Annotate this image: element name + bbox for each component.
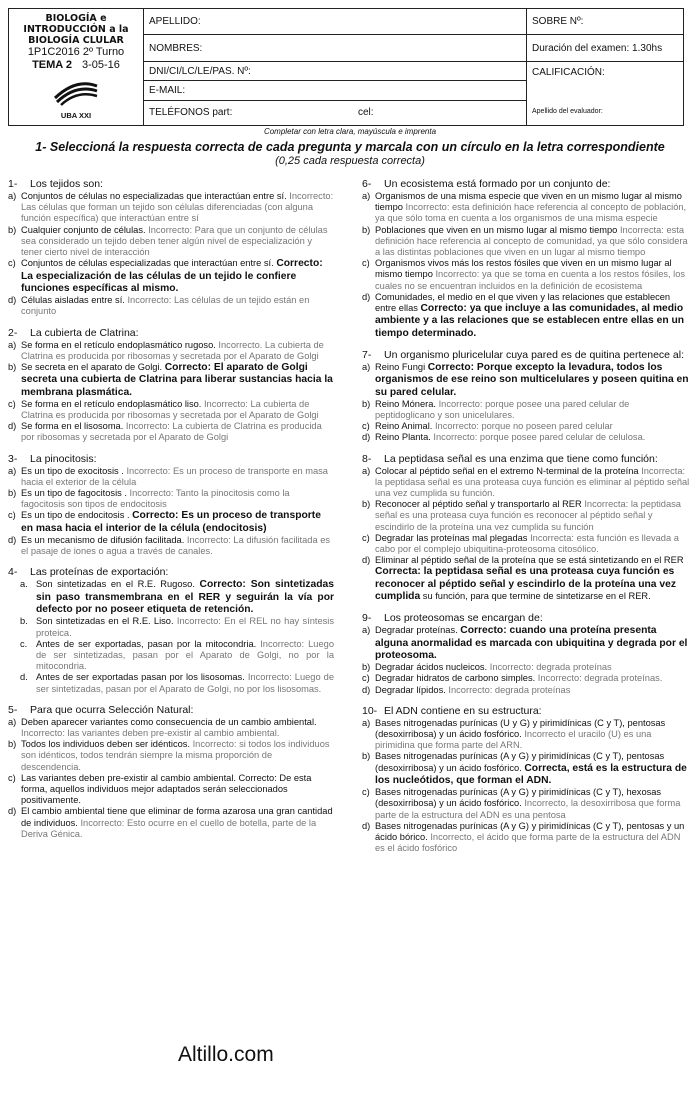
option-letter[interactable]: b.	[20, 616, 28, 627]
feedback-incorrect: Incorrecta: la peptidasa señal es una proteasa cuya función es eliminar al péptido señal una vez cumplida su función.	[375, 465, 690, 499]
option-statement: Bases nitrogenadas purínicas (A y G) y pirimidínicas (C y T), pentosas y un ácido bórico.	[375, 820, 685, 843]
option-statement: Deben aparecer variantes como consecuencia de un cambio ambiental.	[21, 716, 317, 727]
option-letter[interactable]: a)	[8, 339, 17, 350]
option-statement: Degradar hidratos de carbono simples.	[375, 673, 536, 684]
option-letter[interactable]: d)	[8, 421, 17, 432]
feedback-incorrect: Incorrecto: esta definición hace referencia al concepto de población, ya que sólo toma en cuenta a los organismos de una misma especie	[375, 202, 687, 224]
question-text: La peptidasa señal es una enzima que tiene como función:	[384, 452, 658, 465]
option-text	[375, 466, 690, 500]
option-statement: Reconocer al péptido señal y transportarlo al RER	[375, 499, 582, 510]
option-text	[21, 421, 334, 443]
option-text	[375, 292, 690, 340]
answer-option[interactable]	[8, 717, 334, 739]
question-3	[8, 453, 334, 558]
feedback-incorrect: Incorrecto: porque no poseen pared celular	[434, 421, 613, 432]
feedback-incorrect: Incorrecto: degrada proteínas	[448, 684, 571, 695]
option-text	[375, 751, 690, 787]
option-letter[interactable]: a)	[362, 625, 371, 636]
answer-option[interactable]	[362, 432, 690, 443]
option-statement: Son sintetizadas en el R.E. Rugoso.	[36, 579, 195, 590]
question-number: 2-	[8, 326, 18, 339]
option-text	[21, 488, 334, 510]
telefonos-label: TELÉFONOS part:	[149, 107, 233, 118]
answer-option[interactable]	[8, 773, 334, 807]
option-text	[21, 340, 334, 362]
option-letter[interactable]: b)	[362, 751, 371, 762]
option-text	[21, 191, 334, 225]
answer-option[interactable]	[8, 466, 334, 488]
answer-option[interactable]	[8, 488, 334, 510]
option-statement: Se forma en el retículo endoplasmático rugoso.	[21, 339, 216, 350]
feedback-incorrect: Incorrecto: Las células que forman un tejido son células diferenciadas (con alguna función específica) que interactúan entre sí	[21, 191, 334, 224]
feedback-incorrect: Incorrecto: Luego de ser sintetizadas, pasan por el Aparato de Golgi, no por la mitocondria.	[36, 638, 334, 672]
option-text	[375, 787, 690, 821]
option-letter[interactable]: a)	[8, 716, 17, 727]
question-text: El ADN contiene en su estructura:	[384, 704, 542, 717]
option-statement: Conjuntos de células especializadas que interactúan entre sí.	[21, 258, 274, 269]
feedback-incorrect: Incorrecta: esta función es llevada a cabo por el complejo ubiquitina-proteosoma citosólico.	[375, 532, 679, 555]
feedback-incorrect: Incorrecto: La cubierta de Clatrina es producida por ribosomas y secretada por el Aparato de Golgi	[21, 398, 319, 421]
question-text: Las proteínas de exportación:	[30, 566, 169, 579]
option-letter[interactable]: a)	[362, 717, 371, 728]
tema-label: TEMA 2	[32, 59, 72, 71]
question-stem	[8, 566, 334, 579]
option-text	[375, 673, 690, 684]
answer-option[interactable]	[8, 535, 334, 557]
answer-option[interactable]	[362, 787, 690, 821]
answer-option[interactable]	[362, 685, 690, 696]
feedback-incorrect: Incorrecta: la peptidasa señal es una proteasa cuya función es reconocer al péptido señal y escindirlo de la proteína una vez cumplida su función	[375, 499, 681, 532]
option-letter[interactable]: c)	[8, 772, 16, 783]
question-stem	[8, 327, 334, 340]
feedback-correct: Correcto: El aparato de Golgi secreta una cubierta de Clatrina para liberar sustancias hacia la membrana plasmática.	[21, 361, 333, 398]
option-letter[interactable]: c)	[8, 258, 16, 269]
option-text	[21, 773, 334, 807]
feedback-incorrect: Incorrecto, el ácido que forma parte de la estructura del ADN es el ácido fosfórico	[375, 832, 681, 854]
course-title-1: BIOLOGÍA e	[45, 13, 107, 24]
feedback-incorrect: Incorrecto, la desoxirribosa que forma parte de la estructura del ADN es una pentosa	[375, 798, 681, 820]
answer-option[interactable]	[8, 258, 334, 295]
question-8	[362, 453, 690, 604]
question-number: 5-	[8, 703, 18, 716]
option-statement: Bases nitrogenadas purínicas (U y G) y pirimidínicas (C y T), pentosas (desoxirribosa) y un ácido fosfórico.	[375, 717, 666, 740]
option-statement: Degradar lípidos.	[375, 684, 446, 695]
option-statement: Es un tipo de endocitosis .	[21, 510, 130, 521]
question-text: Un organismo pluricelular cuya pared es de quitina pertenece al:	[384, 348, 685, 361]
sobre-field[interactable]: SOBRE Nº:	[527, 9, 683, 35]
option-text	[375, 399, 690, 421]
student-fields	[144, 9, 527, 125]
question-stem	[8, 178, 334, 191]
telefonos-field[interactable]	[144, 101, 527, 125]
option-text	[36, 579, 334, 616]
question-4	[8, 566, 334, 694]
exam-date: 3-05-16	[82, 59, 120, 71]
tema-line	[9, 59, 143, 72]
answer-option[interactable]	[362, 499, 690, 533]
option-letter[interactable]: a)	[362, 191, 371, 201]
answer-option[interactable]	[8, 510, 334, 535]
nombres-field[interactable]: NOMBRES:	[144, 35, 527, 62]
feedback-incorrect: Incorrecto: porque posee una pared celular de peptidoglicano y son unicelulares.	[375, 398, 630, 421]
option-statement: Eliminar al péptido señal de la proteína que se está sintetizando en el RER	[375, 555, 684, 566]
option-letter[interactable]: d)	[362, 291, 371, 302]
turno-label: 1P1C2016 2º Turno	[27, 46, 125, 58]
option-statement: Células aisladas entre sí.	[21, 295, 125, 306]
section-subtitle: (0,25 cada respuesta correcta)	[275, 155, 425, 167]
option-statement: Reino Planta.	[375, 432, 431, 443]
option-letter[interactable]: b)	[8, 739, 17, 750]
question-6	[362, 178, 690, 340]
option-letter[interactable]: d)	[362, 432, 371, 443]
course-box	[9, 9, 144, 125]
option-statement: Degradar ácidos nucleicos.	[375, 662, 488, 673]
uba-logo-icon	[51, 76, 101, 106]
answer-option[interactable]	[362, 258, 690, 292]
answer-option[interactable]	[362, 399, 690, 421]
cel-label: cel:	[358, 107, 374, 118]
answer-option[interactable]	[362, 555, 690, 603]
option-text	[375, 662, 690, 673]
option-letter[interactable]: c)	[362, 787, 370, 798]
option-statement: Conjuntos de células no especializadas que interactúan entre sí.	[21, 191, 287, 201]
option-statement: Se forma en el lisosoma.	[21, 421, 124, 432]
option-statement: Degradar las proteínas mal plegadas	[375, 532, 528, 543]
question-7	[362, 349, 690, 444]
option-text	[21, 295, 334, 317]
option-text	[375, 821, 690, 855]
grading-box	[527, 9, 683, 125]
evaluador-field[interactable]: Apellido del evaluador:	[532, 108, 603, 115]
answer-option[interactable]	[8, 295, 334, 317]
question-1	[8, 178, 334, 318]
option-text	[21, 258, 334, 295]
feedback-correct: Correcto: Son sintetizadas sin paso transmembrana en el RER y seguirán la vía por defecto por no poseer etiqueta de retención.	[36, 579, 334, 616]
answer-option[interactable]	[8, 399, 334, 421]
question-5	[8, 704, 334, 840]
feedback-incorrect: Incorrecto: degrada proteínas.	[537, 673, 663, 684]
option-text	[21, 399, 334, 421]
feedback-incorrect: Incorrecto: En el REL no hay síntesis proteica.	[36, 616, 334, 638]
option-text	[375, 225, 690, 259]
answer-option[interactable]	[362, 292, 690, 340]
option-letter[interactable]: d)	[8, 535, 17, 546]
question-number: 7-	[362, 348, 372, 361]
answer-option[interactable]	[8, 616, 334, 638]
right-column	[362, 178, 690, 863]
feedback-incorrect: Incorrecta: esta definición hace referencia al concepto de comunidad, ya que sólo considera a las distintas poblaciones que viven en un lugar al mismo tiempo	[375, 224, 688, 258]
left-column	[8, 178, 334, 849]
feedback-correct: Correcto: ya que incluye a las comunidades, al medio ambiente y a las relaciones que se establecen entre ellas en un tiempo determinado.	[375, 303, 685, 339]
question-number: 10-	[362, 704, 378, 717]
option-text	[375, 421, 690, 432]
question-text: La pinocitosis:	[30, 452, 97, 465]
option-statement: Organismos vivos más los restos fósiles que viven en un mismo lugar al mismo tiempo	[375, 258, 672, 280]
answer-option[interactable]	[8, 672, 334, 694]
feedback-correct: Correcto: cuando una proteína presenta alguna anormalidad es marcada con ubiquitina y degrada por el proteosoma.	[375, 625, 688, 661]
option-text	[375, 625, 690, 662]
question-number: 6-	[362, 178, 372, 190]
option-statement: Colocar al péptido señal en el extremo N-terminal de la proteína	[375, 465, 639, 476]
option-text	[375, 191, 690, 225]
option-statement: Organismos de una misma especie que viven en un mismo lugar al mismo tiempo	[375, 191, 682, 213]
answer-option[interactable]	[362, 662, 690, 673]
option-text	[36, 639, 334, 673]
option-letter[interactable]: b)	[362, 398, 371, 409]
option-letter[interactable]: d.	[20, 672, 28, 683]
option-statement: El cambio ambiental tiene que eliminar de forma azarosa una gran cantidad de individuos.	[21, 806, 333, 828]
option-letter[interactable]: c)	[362, 258, 370, 269]
feedback-incorrect: Incorrecto: Luego de ser sintetizadas, pasan por el Aparato de Golgi, no por los lisosomas.	[36, 672, 334, 694]
option-letter[interactable]: a)	[8, 191, 17, 201]
logo-text: UBA XXI	[60, 111, 92, 120]
feedback-incorrect: Incorrecto: La cubierta de Clatrina es producida por ribosomas y secretada por el Aparato de Golgi	[21, 421, 322, 443]
question-9	[362, 612, 690, 696]
question-stem	[362, 178, 690, 191]
option-letter[interactable]: d)	[362, 684, 371, 695]
option-text	[375, 533, 690, 555]
question-number: 3-	[8, 452, 18, 465]
course-title-2: INTRODUCCIÓN a la	[23, 24, 129, 35]
option-letter[interactable]: b)	[362, 224, 371, 235]
watermark: Altillo.com	[178, 1043, 274, 1066]
option-text	[21, 225, 334, 259]
option-letter[interactable]: a)	[362, 361, 371, 372]
answer-option[interactable]	[362, 362, 690, 399]
question-text: Para que ocurra Selección Natural:	[30, 703, 194, 716]
option-statement: Todos los individuos deben ser idénticos.	[21, 739, 190, 750]
question-text: Un ecosistema está formado por un conjunto de:	[384, 178, 611, 190]
option-text	[375, 432, 690, 443]
question-text: La cubierta de Clatrina:	[30, 326, 139, 339]
feedback-incorrect: Incorrecto: Tanto la pinocitosis como la fagocitosis son tipos de endocitosis	[21, 488, 290, 510]
option-letter[interactable]: a.	[20, 579, 28, 590]
answer-option[interactable]	[8, 362, 334, 399]
answer-option[interactable]	[362, 225, 690, 259]
feedback-incorrect: Incorrecto: Las células de un tejido están en conjunto	[21, 295, 310, 317]
option-text	[375, 718, 690, 752]
answer-option[interactable]	[362, 421, 690, 432]
option-text	[36, 616, 334, 638]
option-text	[21, 510, 334, 535]
option-letter[interactable]: c)	[8, 510, 16, 521]
option-statement: Comunidades, el medio en el que viven y las relaciones que establecen entre ellas	[375, 291, 671, 314]
feedback-incorrect: Incorrecto: Es un proceso de transporte en masa hacia el exterior de la célula	[21, 465, 328, 487]
dni-field[interactable]: DNI/CI/LC/LE/PAS. Nº:	[144, 62, 527, 81]
option-letter[interactable]: c.	[20, 638, 28, 649]
feedback-incorrect: Incorrecto: las variantes deben pre-existir al cambio ambiental.	[21, 727, 280, 738]
feedback-correct: Correcta, está es la estructura de los nucleótidos, que forman el ADN.	[375, 762, 687, 786]
option-letter[interactable]: b)	[8, 224, 17, 235]
answer-option[interactable]	[362, 466, 690, 500]
option-letter[interactable]: a)	[362, 465, 371, 476]
feedback-correct: Correcta: la peptidasa señal es una proteasa cuya función es reconocer al péptido señal y escindirlo de la proteína una vez cumplida	[375, 566, 676, 603]
feedback-incorrect: Incorrecto. La cubierta de Clatrina es producida por ribosomas y secretada por el Aparato de Golgi	[21, 339, 324, 361]
option-statement: Reino Mónera.	[375, 398, 436, 409]
question-2	[8, 327, 334, 444]
option-letter[interactable]: d)	[362, 555, 371, 566]
option-letter[interactable]: a)	[8, 465, 17, 476]
feedback-incorrect: Incorrecto el uracilo (U) es una pirimidina que forma parte del ARN.	[375, 729, 652, 751]
option-text	[21, 739, 334, 773]
question-text: Los proteosomas se encargan de:	[384, 612, 543, 625]
answer-option[interactable]	[362, 821, 690, 855]
option-text	[375, 258, 690, 292]
answer-option[interactable]	[8, 191, 334, 225]
question-stem	[362, 453, 690, 466]
question-stem	[8, 453, 334, 466]
feedback-incorrect: Incorrecto: ya que se toma en cuenta a los restos fósiles, los cuales no se encuentran incluidos en la definición de ecosistema	[375, 269, 686, 291]
answer-option[interactable]	[8, 421, 334, 443]
option-statement-cont: su función, para que termine de sintetizarse en el RER.	[422, 591, 651, 602]
option-text	[375, 499, 690, 533]
answer-option[interactable]	[362, 191, 690, 225]
answer-option[interactable]	[8, 806, 334, 840]
course-title-3: BIOLOGÍA CLULAR	[28, 35, 124, 46]
option-statement: Es un tipo de exocitosis .	[21, 465, 124, 476]
option-letter[interactable]: c)	[362, 673, 370, 684]
fill-instructions: Completar con letra clara, mayúscula e imprenta	[263, 127, 437, 136]
answer-option[interactable]	[8, 739, 334, 773]
apellido-field[interactable]: APELLIDO:	[144, 9, 527, 35]
answer-option[interactable]	[362, 751, 690, 787]
feedback-incorrect: Incorrecto: degrada proteínas	[489, 662, 612, 673]
answer-option[interactable]	[8, 225, 334, 259]
option-statement: Poblaciones que viven en un mismo lugar al mismo tiempo	[375, 224, 618, 235]
calificacion-field[interactable]: CALIFICACIÓN:	[532, 67, 605, 78]
option-letter[interactable]: b)	[362, 499, 371, 510]
option-text	[36, 672, 334, 694]
option-statement: Se secreta en el aparato de Golgi.	[21, 361, 163, 372]
option-text	[375, 685, 690, 696]
feedback-correct: Correcto: La especialización de las células de un tejido le confiere funciones específicas al mismo.	[21, 258, 323, 294]
duration-label: Duración del examen: 1.30hs	[527, 35, 683, 62]
answer-option[interactable]	[8, 639, 334, 673]
question-number: 8-	[362, 452, 372, 465]
email-field[interactable]: E-MAIL:	[144, 81, 527, 101]
option-text	[21, 717, 334, 739]
feedback-incorrect: Incorrecto: porque posee pared celular de celulosa.	[433, 432, 646, 443]
option-statement: Bases nitrogenadas purínicas (A y G) y pirimidínicas (C y T), hexosas (desoxirribosa) y un ácido fosfórico.	[375, 787, 662, 809]
option-letter[interactable]: d)	[8, 806, 17, 817]
option-statement: Las variantes deben pre-existir al cambio ambiental. Correcto: De esta forma, aquellos individuos mejor adaptados serán seleccionados positivamente.	[21, 772, 312, 806]
option-statement: Antes de ser exportadas, pasan por la mitocondria.	[36, 638, 257, 649]
question-stem	[362, 349, 690, 362]
option-text	[375, 555, 690, 603]
option-letter[interactable]: b)	[362, 662, 371, 673]
option-statement: Degradar proteínas.	[375, 625, 458, 636]
answer-option[interactable]	[8, 340, 334, 362]
option-statement: Reino Fungi	[375, 361, 426, 372]
exam-header	[8, 8, 684, 126]
feedback-incorrect: Incorrecto: Esto ocurre en el cuello de botella, parte de la Deriva Génica.	[21, 817, 317, 839]
option-letter[interactable]: d)	[8, 295, 17, 306]
question-number: 1-	[8, 178, 18, 190]
option-letter[interactable]: c)	[362, 532, 370, 543]
question-stem	[362, 705, 690, 718]
question-number: 9-	[362, 612, 372, 625]
option-letter[interactable]: b)	[8, 488, 17, 499]
option-statement: Son sintetizadas en el R.E. Liso.	[36, 616, 174, 627]
option-text	[21, 806, 334, 840]
answer-option[interactable]	[8, 579, 334, 616]
answer-option[interactable]	[362, 533, 690, 555]
answer-option[interactable]	[362, 625, 690, 662]
feedback-correct: Correcto: Es un proceso de transporte en masa hacia el interior de la célula (endocitosis)	[21, 510, 321, 534]
option-text	[21, 535, 334, 557]
question-stem	[362, 612, 690, 625]
feedback-correct: Correcto: Porque excepto la levadura, todos los organismos de ese reino son multicelulares y poseen quitina en su pared celular.	[375, 361, 689, 398]
option-statement: Reino Animal.	[375, 421, 433, 432]
section-title: 1- Seleccioná la respuesta correcta de cada pregunta y marcala con un círculo en la letra correspondiente	[35, 140, 665, 154]
answer-option[interactable]	[362, 673, 690, 684]
option-letter[interactable]: d)	[362, 820, 371, 831]
option-letter[interactable]: b)	[8, 361, 17, 372]
feedback-incorrect: Incorrecto: La difusión facilitada es el pasaje de iones o agua a través de canales.	[21, 535, 331, 557]
question-text: Los tejidos son:	[30, 178, 103, 190]
answer-option[interactable]	[362, 718, 690, 752]
option-statement: Es un tipo de fagocitosis .	[21, 488, 127, 499]
option-letter[interactable]: c)	[362, 421, 370, 432]
option-text	[21, 466, 334, 488]
question-number: 4-	[8, 566, 18, 579]
option-text	[375, 362, 690, 399]
option-letter[interactable]: c)	[8, 398, 16, 409]
question-stem	[8, 704, 334, 717]
option-text	[21, 362, 334, 399]
option-statement: Es un mecanismo de difusión facilitada.	[21, 535, 185, 546]
option-statement: Cualquier conjunto de células.	[21, 224, 146, 235]
feedback-incorrect: Incorrecto: si todos los individuos son idénticos, todos tendrán siempre la misma proporción de descendencia.	[21, 739, 330, 772]
question-10	[362, 705, 690, 855]
option-statement: Se forma en el retículo endoplasmático liso.	[21, 398, 202, 409]
option-statement: Bases nitrogenadas purínicas (A y G) y pirimidínicas (C y T), pentosas (desoxirribosa) y un ácido fosfórico.	[375, 751, 665, 773]
feedback-incorrect: Incorrecto: Para que un conjunto de células sea considerado un tejido deben tener algún nivel de especialización y tener cierto nivel de interacción	[21, 224, 328, 258]
option-statement: Antes de ser exportadas pasan por los lisosomas.	[36, 672, 245, 683]
